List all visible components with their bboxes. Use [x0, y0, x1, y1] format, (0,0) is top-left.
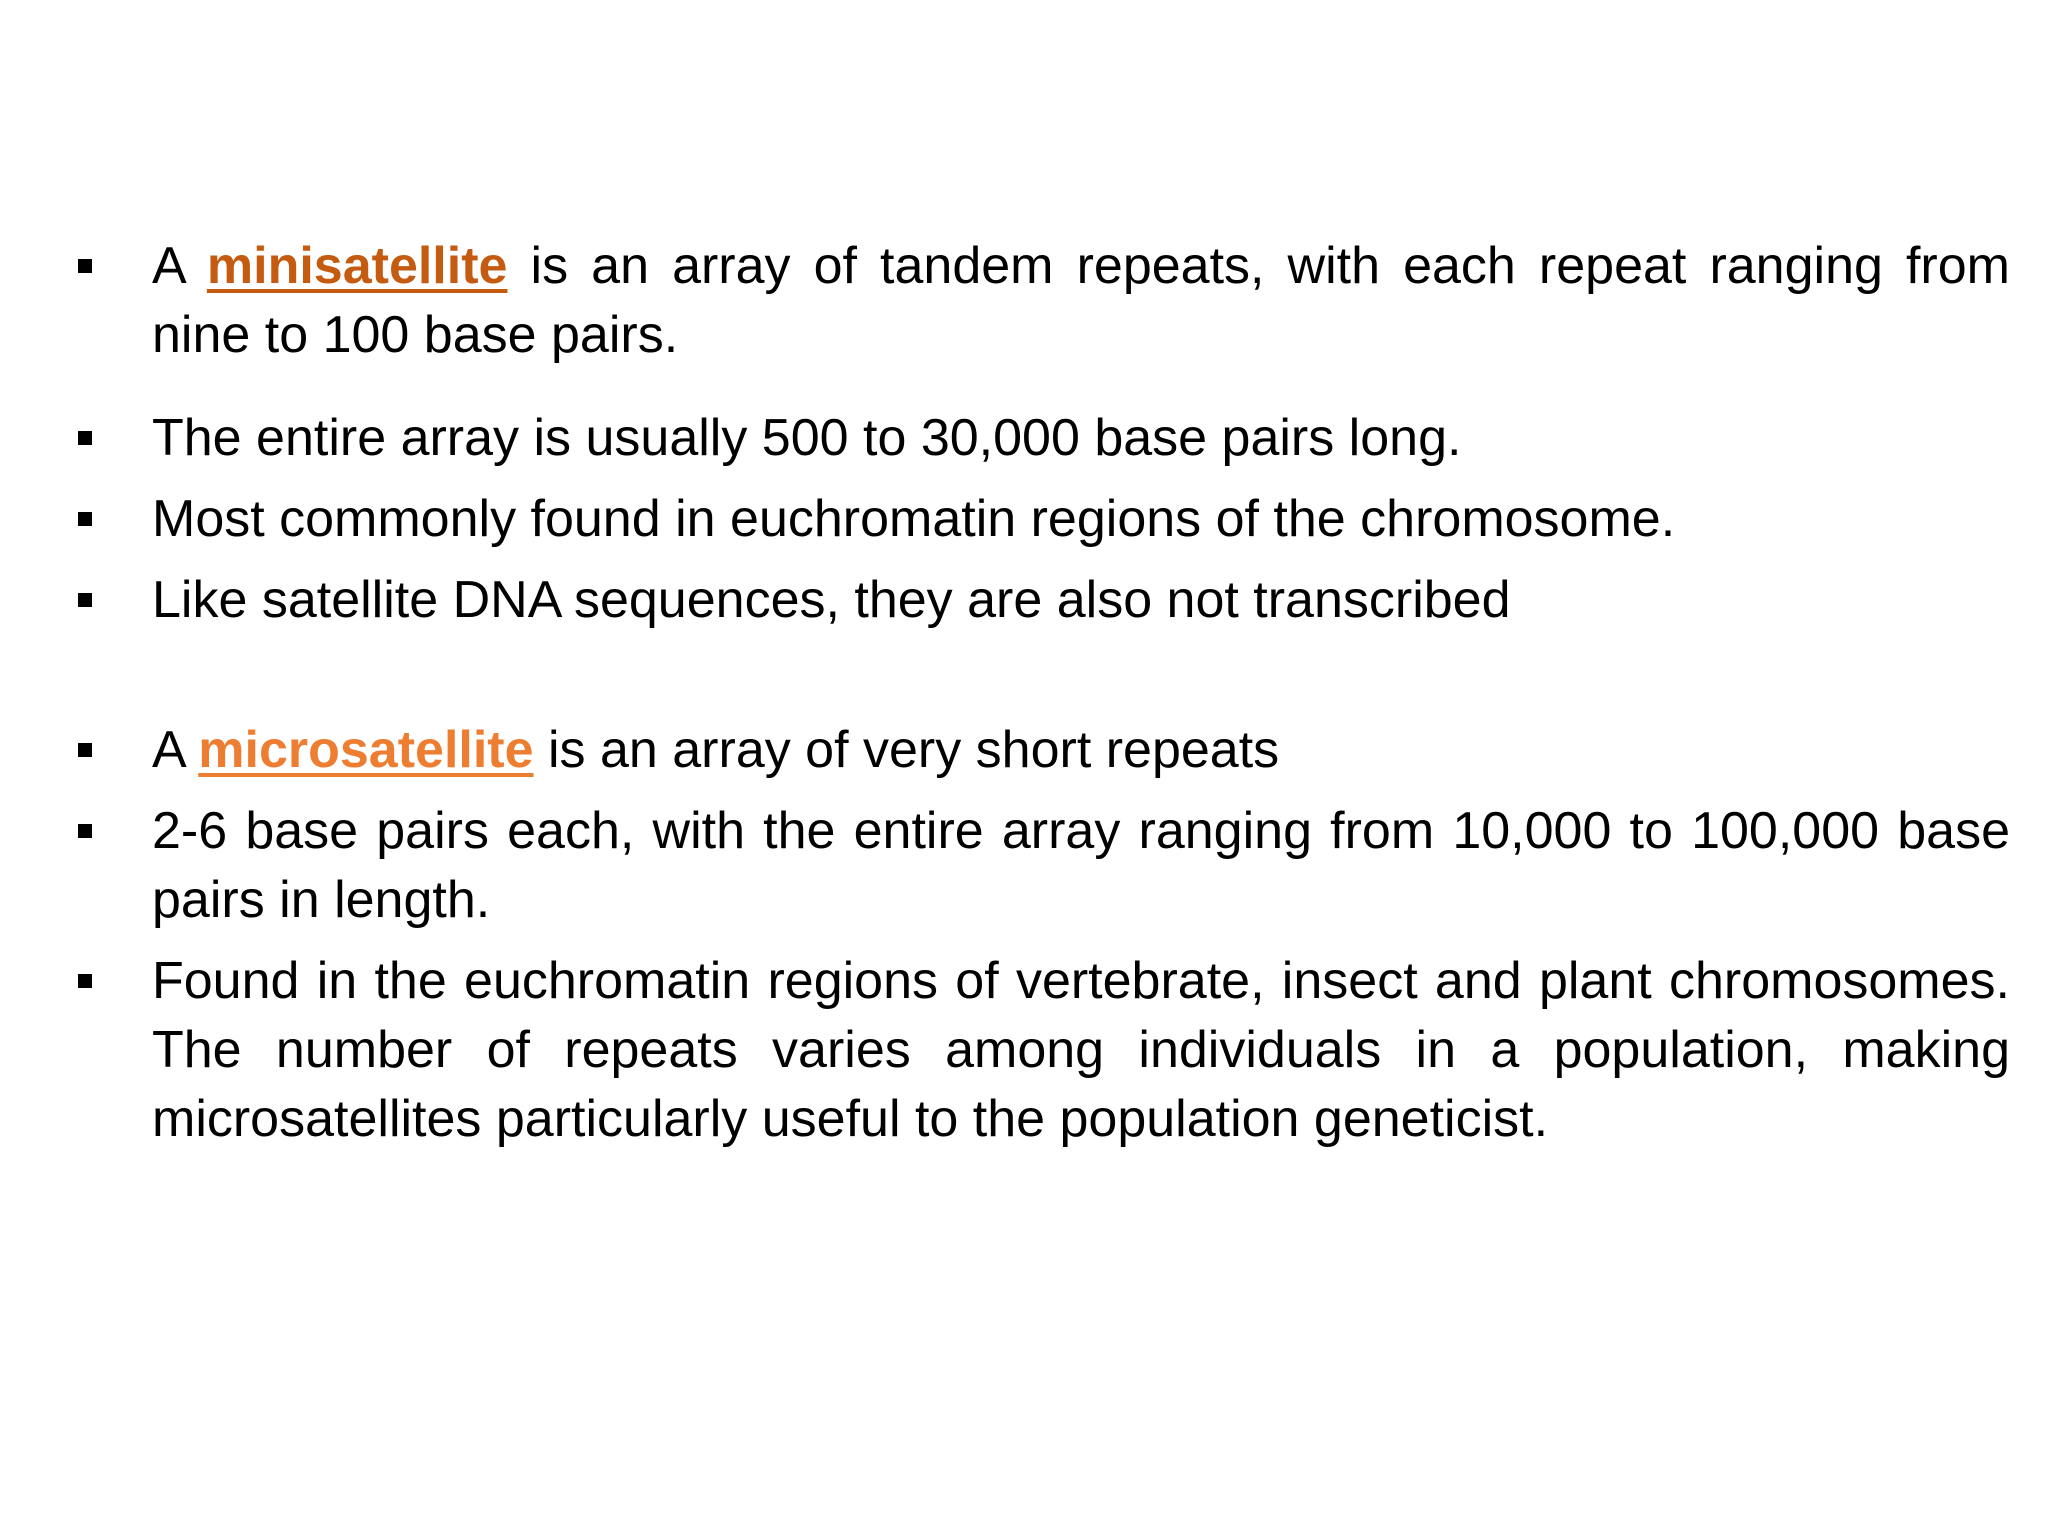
square-bullet-icon: [78, 593, 92, 607]
microsatellite-term: microsatellite: [198, 721, 534, 779]
bullet-not-transcribed: [74, 566, 2010, 635]
square-bullet-icon: [78, 974, 92, 988]
square-bullet-icon: [78, 431, 92, 445]
bullet-minisatellite-definition: [74, 232, 2010, 370]
square-bullet-icon: [78, 743, 92, 757]
bullet-microsatellite-usage: [74, 947, 2010, 1154]
bullet-array-length: [74, 404, 2010, 473]
bullet-text: Found in the euchromatin regions of vertebrate, insect and plant chromosomes. The number of repeats varies among individuals in a population, making microsatellites particularly useful to the population geneticist.: [152, 952, 2010, 1148]
bullet-euchromatin: [74, 485, 2010, 554]
bullet-suffix: is an array of very short repeats: [533, 721, 1280, 779]
bullet-prefix: A: [152, 721, 199, 779]
square-bullet-icon: [78, 512, 92, 526]
bullet-microsatellite-definition: [74, 716, 2010, 785]
bullet-text: The entire array is usually 500 to 30,000 base pairs long.: [152, 409, 1462, 467]
bullet-text: [152, 232, 2010, 370]
bullet-text: [152, 716, 2010, 785]
minisatellite-term: minisatellite: [206, 237, 508, 295]
bullet-suffix: is an array of tandem repeats, with each repeat ranging from nine to 100 base pairs.: [152, 237, 2010, 364]
bullet-text: Like satellite DNA sequences, they are also not transcribed: [152, 571, 1511, 629]
bullet-text: Most commonly found in euchromatin regions of the chromosome.: [152, 490, 1676, 548]
bullet-microsatellite-size: [74, 797, 2010, 935]
square-bullet-icon: [78, 824, 92, 838]
bullet-text: 2-6 base pairs each, with the entire array ranging from 10,000 to 100,000 base pairs in length.: [152, 802, 2010, 929]
bullet-prefix: A: [152, 237, 207, 295]
bullet-list: [74, 232, 2010, 1154]
square-bullet-icon: [78, 259, 92, 273]
